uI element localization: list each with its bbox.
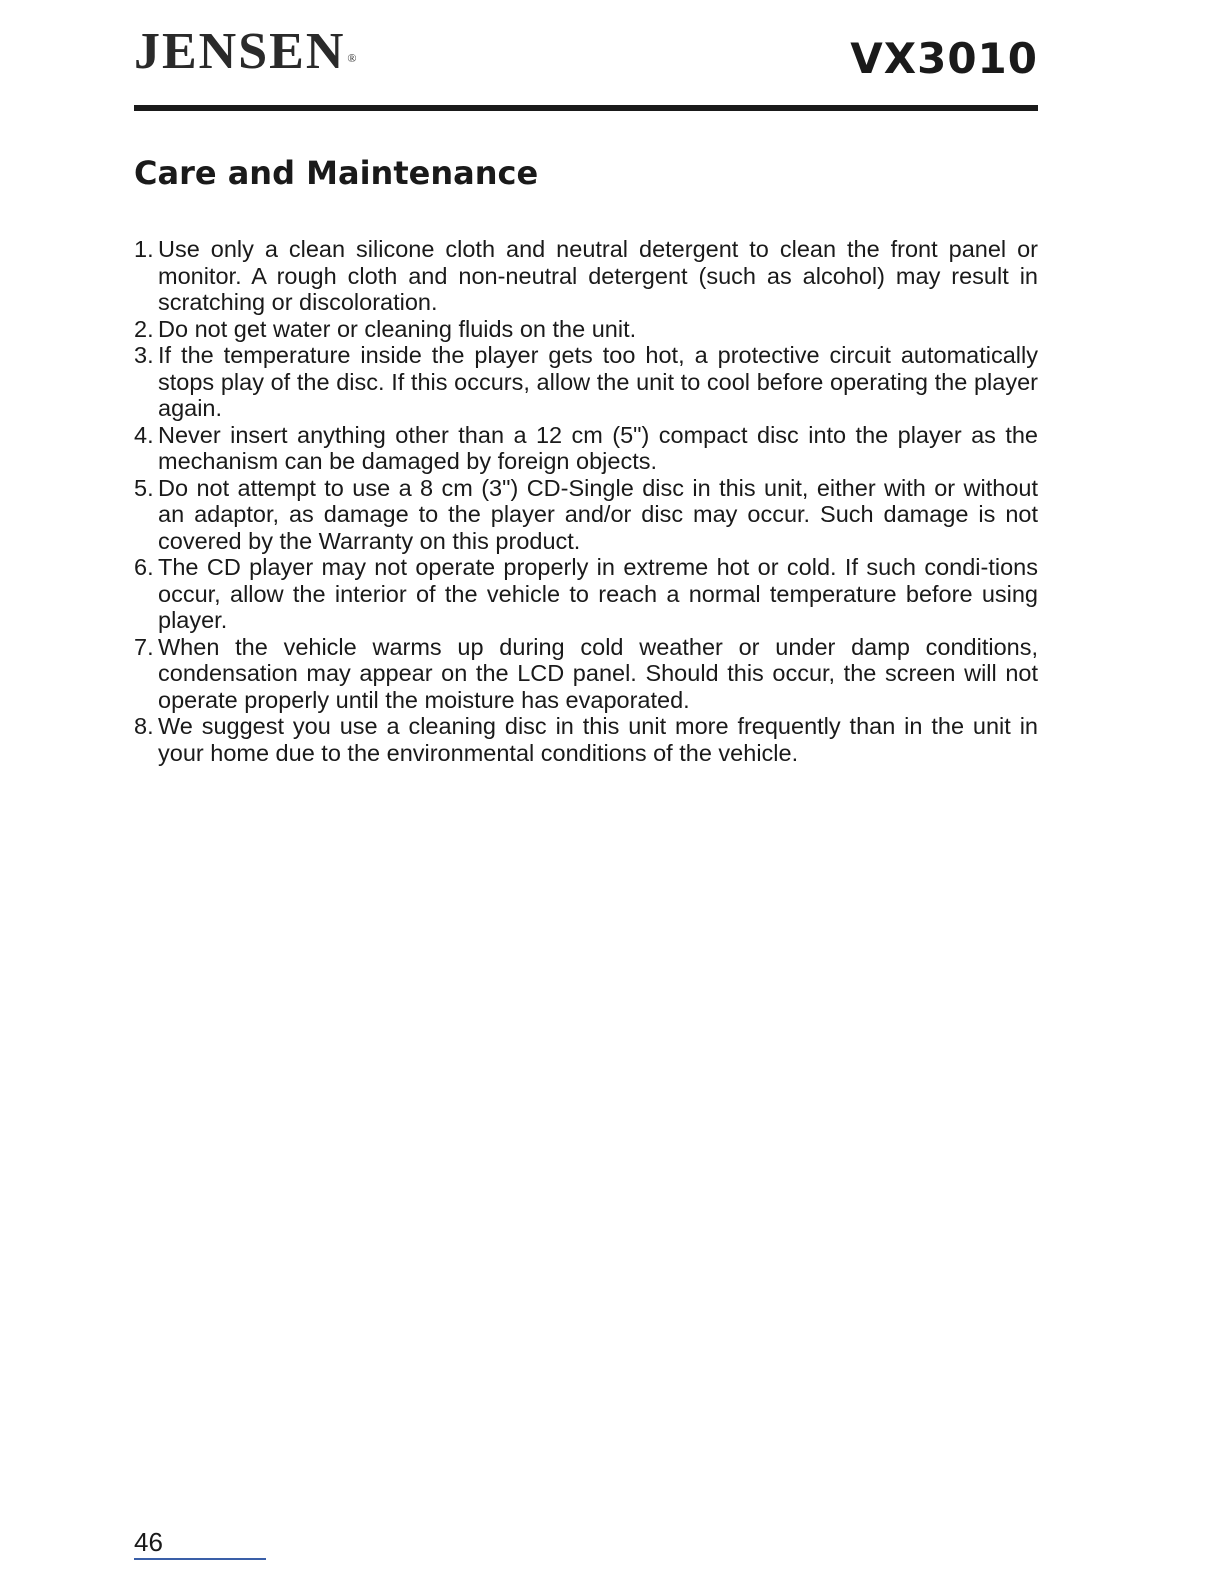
item-number: 1. <box>134 236 154 262</box>
item-text: Use only a clean silicone cloth and neutral detergent to clean the front panel or monitor. A rough cloth and non-neutral detergent (such as alcohol) may result in scratching or discoloration. <box>158 236 1038 315</box>
list-item-7 <box>134 634 1038 714</box>
item-number: 4. <box>134 421 154 448</box>
list-item-5 <box>134 475 1038 555</box>
list-item-3 <box>134 342 1038 422</box>
section-title: Care and Maintenance <box>134 154 539 192</box>
page-number-underline <box>134 1558 266 1560</box>
item-text: We suggest you use a cleaning disc in this unit more frequently than in the unit in your home due to the environmental conditions of the vehicle. <box>158 713 1038 766</box>
item-number: 2. <box>134 315 154 342</box>
item-text: Never insert anything other than a 12 cm (5") compact disc into the player as the mechanism can be damaged by foreign objects. <box>158 421 1038 474</box>
item-text: If the temperature inside the player gets too hot, a protective circuit automatically stops play of the disc. If this occurs, allow the unit to cool before operating the player again. <box>158 342 1038 421</box>
item-number: 8. <box>134 713 154 739</box>
registered-mark: ® <box>347 51 359 65</box>
list-item-2 <box>134 316 1038 343</box>
care-list <box>134 236 1038 766</box>
brand-logo <box>134 22 359 82</box>
item-number: 7. <box>134 633 154 660</box>
item-text: Do not attempt to use a 8 cm (3") CD-Single disc in this unit, either with or without an adaptor, as damage to the player and/or disc may occur. Such damage is not covered by the Warranty on this product. <box>158 474 1038 554</box>
brand-name: JENSEN <box>134 23 346 80</box>
item-number: 5. <box>134 474 154 501</box>
item-text: The CD player may not operate properly in extreme hot or cold. If such condi-tions occur, allow the interior of the vehicle to reach a normal temperature before using player. <box>158 554 1038 633</box>
page-header <box>134 18 1038 110</box>
list-item-4 <box>134 422 1038 475</box>
header-divider <box>134 105 1038 111</box>
model-number: VX3010 <box>850 34 1038 83</box>
list-item-6 <box>134 554 1038 634</box>
list-item-8 <box>134 713 1038 766</box>
list-item-1 <box>134 236 1038 316</box>
page-number: 46 <box>134 1527 163 1557</box>
item-number: 3. <box>134 342 154 368</box>
item-text: Do not get water or cleaning fluids on the unit. <box>158 315 637 342</box>
item-text: When the vehicle warms up during cold weather or under damp conditions, condensation may appear on the LCD panel. Should this occur, the screen will not operate properly until the moisture has evaporated. <box>158 633 1038 713</box>
item-number: 6. <box>134 554 154 580</box>
